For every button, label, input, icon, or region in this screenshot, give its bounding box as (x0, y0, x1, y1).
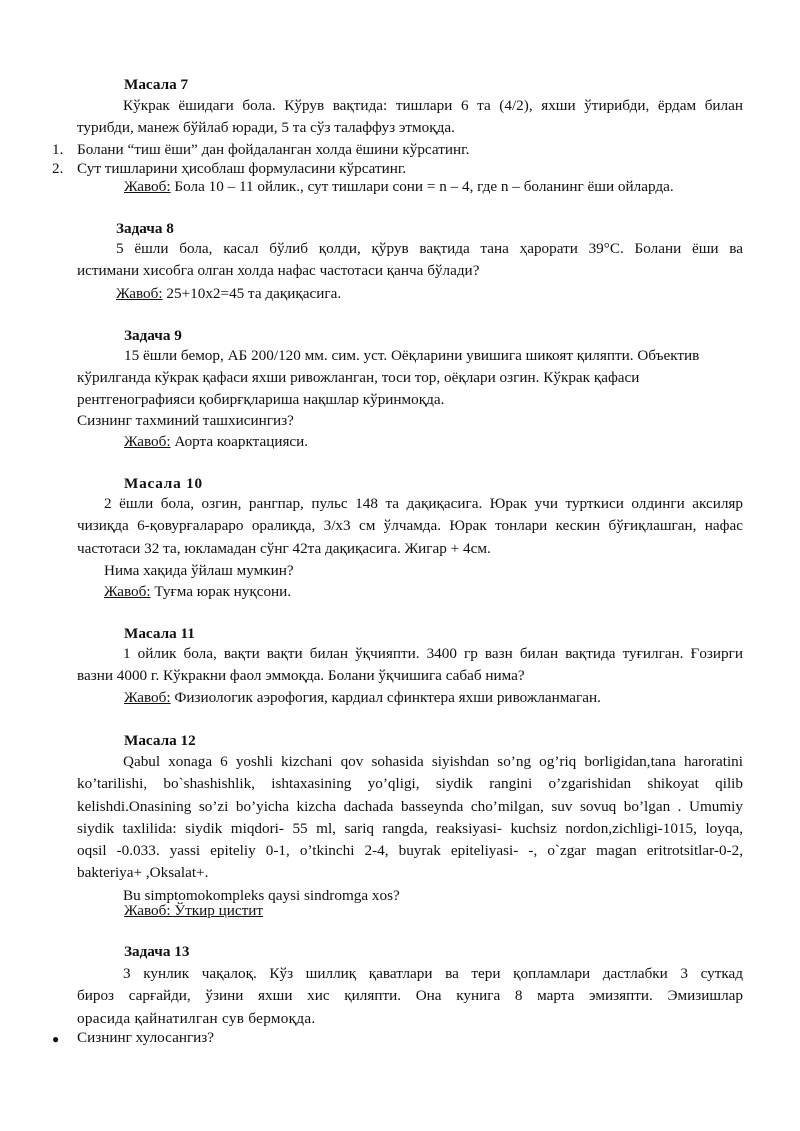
bullet-icon: ● (52, 1032, 60, 1046)
text-line: 1 ойлик бола, вақти вақти билан ўқчияпти. 3400 гр вазн билан вақтида туғилган. Ғозирги (123, 645, 743, 662)
answer-text: Бола 10 – 11 ойлик., сут тишлари сони = n – 4, где n – боланинг ёши ойларда. (170, 178, 674, 195)
text-line: чизиқда 6-қовурғалараро оралиқда, 3/х3 см ўлчамда. Юрак тонлари кескин бўғиқлашган, нафас (77, 517, 743, 535)
answer-text: 25+10х2=45 та дақиқасига. (162, 285, 342, 302)
task-body (77, 95, 743, 140)
list-number: 2. (52, 160, 64, 177)
task-body (77, 751, 743, 907)
task-title: Масала 7 (124, 76, 189, 93)
answer-label: Жавоб: (116, 285, 163, 302)
answer-text: Физиологик аэрофогия, кардиал сфинктера яхши ривожланмаган. (170, 689, 601, 706)
task-body (77, 493, 743, 560)
answer-label: Жавоб: (124, 433, 171, 450)
task-title: Масала 11 (124, 625, 195, 642)
task-title: Масала 12 (124, 732, 196, 749)
answer-line (104, 583, 291, 601)
answer-text: Туғма юрак нуқсони. (150, 583, 292, 600)
text-line: истимани хисобга олган холда нафас частотаси қанча бўлади? (77, 262, 480, 280)
text-line: 2 ёшли бола, озгин, рангпар, пульс 148 та дақиқасига. Юрак учи турткиси олдинги аксиляр (104, 495, 743, 512)
task-title: Задача 9 (124, 327, 182, 344)
task-body (77, 643, 743, 688)
text-line: Bu simptomokompleks qaysi sindromga xos? (123, 886, 400, 904)
list-number: 1. (52, 141, 64, 158)
answer-label: Жавоб: Ўткир цистит (124, 902, 264, 919)
text-line: орасида қайнатилган сув бермоқда. (77, 1009, 316, 1027)
list-item: Сут тишларини ҳисоблаш формуласини кўрсатинг. (77, 160, 407, 177)
answer-label: Жавоб: (124, 689, 171, 706)
text-line: kelishdi.Onasining so’zi bo’yicha kizcha dachada basseynda cho’milgan, suv sovuq bo’lgan . Umumiy (77, 797, 743, 815)
text-line: 5 ёшли бола, касал бўлиб қолди, қўрув вақтида тана ҳарорати 39°С. Болани ёши ва (116, 240, 743, 257)
text-line: кўрилганда кўкрак қафаси яхши ривожланган, тоси тор, оёқлари озгин. Кўкрак қафаси (77, 369, 640, 386)
text-line: частотаси 32 та, юкламадан сўнг 42та дақиқасига. Жигар + 4см. (77, 539, 491, 557)
text-line: Сизнинг тахминий ташхисингиз? (77, 412, 294, 429)
text-line: 3 кунлик чақалоқ. Кўз шиллиқ қаватлари ва тери қопламлари дастлабки 3 суткад (123, 965, 743, 982)
text-line: вазни 4000 г. Кўкракни фаол эммоқда. Болани ўқчишига сабаб нима? (77, 667, 525, 685)
task-body (77, 238, 743, 283)
answer-label: Жавоб: (124, 178, 171, 195)
answer-label: Жавоб: (104, 583, 151, 600)
task-body (77, 963, 743, 1030)
answer-line (124, 902, 263, 920)
list-item: Сизнинг хулосангиз? (77, 1029, 215, 1046)
text-line: ko’tarilishi, bo`shashishlik, ishtaxasining yo’qligi, siydik rangini o’zgarishidan shikoyat qilib (77, 775, 743, 793)
answer-line (116, 285, 341, 303)
answer-text: Аорта коарктацияси. (170, 433, 309, 450)
text-line: siydik taxlilida: siydik miqdori- 55 ml, sariq rangda, reaksiyasi- kuchsiz nordon,zichligi-1015, loyqa, (77, 819, 743, 837)
text-line: bakteriya+ ,Oksalat+. (77, 864, 209, 882)
text-line: Кўкрак ёшидаги бола. Кўрув вақтида: тишлари 6 та (4/2), яхши ўтирибди, ёрдам билан (123, 97, 743, 114)
text-line: Qabul xonaga 6 yoshli kizchani qov sohasida siyishdan so’ng og’riq borligidan,tana haroratini (123, 753, 743, 770)
task-title: Задача 8 (116, 220, 174, 237)
task-title: Масала 10 (124, 475, 203, 492)
text-line: oqsil -0.033. yassi epiteliy 0-1, o’tkinchi 2-4, buyrak epiteliyasi- -, o`zgar magan eritrotsitlar-0-2, (77, 842, 743, 860)
text-line: турибди, манеж бўйлаб юради, 5 та сўз талаффуз этмоқда. (77, 119, 455, 137)
answer-line (124, 178, 674, 196)
text-line: рентгенографияси қобирғқлариша нақшлар кўринмоқда. (77, 391, 445, 408)
text-line: бироз сарғайди, ўзини яхши хис қиляпти. Она кунига 8 марта эмизяпти. Эмизишлар (77, 987, 743, 1005)
text-line: 15 ёшли бемор, АБ 200/120 мм. сим. уст. Оёқларини увишига шикоят қиляпти. Объектив (124, 347, 700, 364)
answer-line (124, 689, 601, 707)
task-title: Задача 13 (124, 943, 190, 960)
list-item: Болани “тиш ёши” дан фойдаланган холда ёшини кўрсатинг. (77, 141, 470, 158)
answer-line (124, 433, 308, 451)
text-line: Нима хақида ўйлаш мумкин? (104, 562, 294, 579)
